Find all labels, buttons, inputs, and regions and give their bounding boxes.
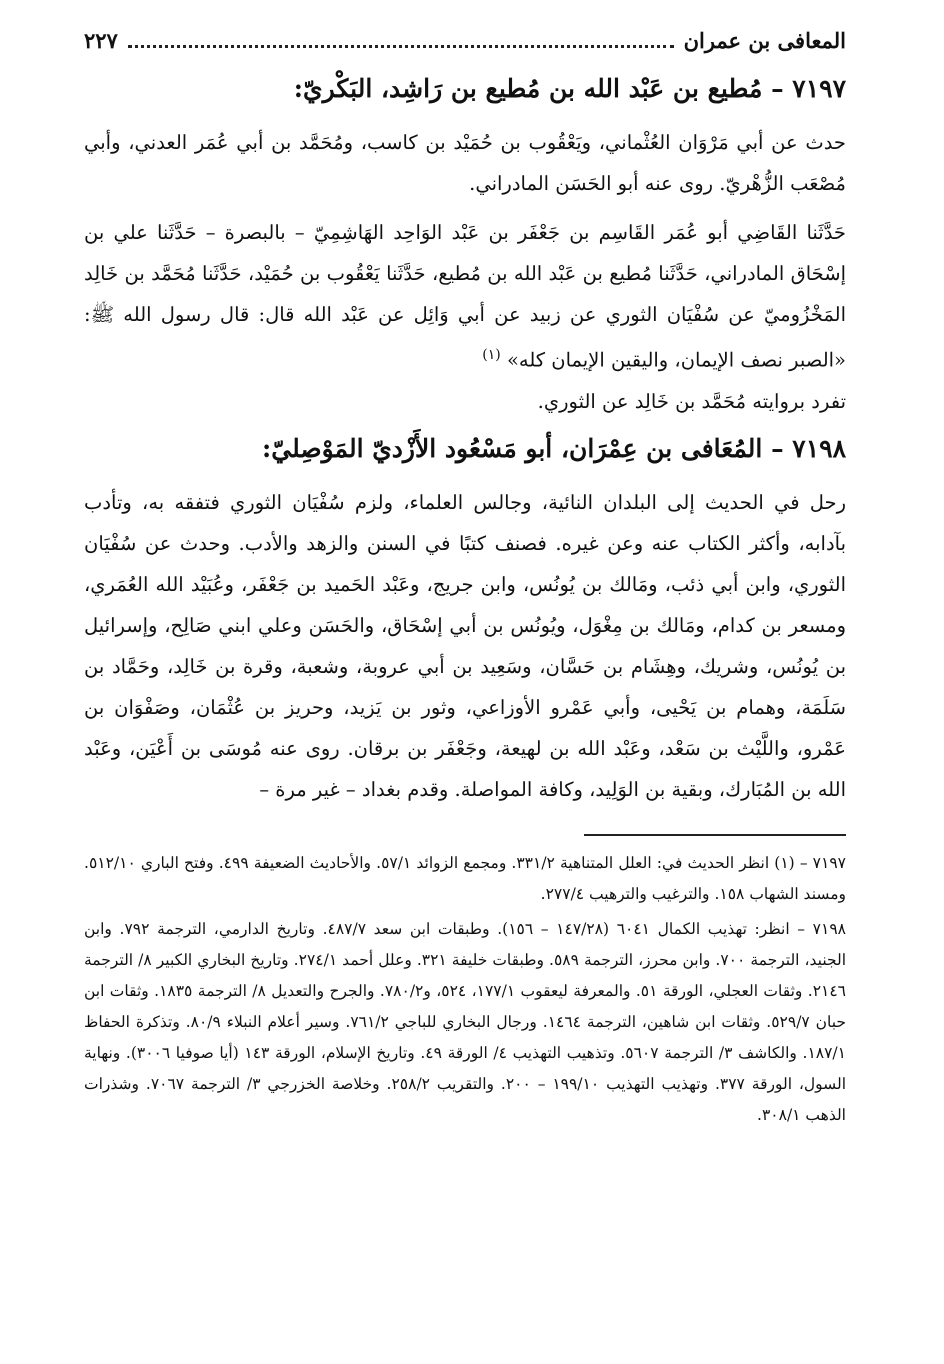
dotted-leader — [128, 45, 674, 48]
entry-7197-closing: تفرد بروايته مُحَمَّد بن خَالِد عن الثوري. — [537, 389, 846, 413]
entry-heading-7197: ٧١٩٧ – مُطيع بن عَبْد الله بن مُطيع بن رَاشِد، البَكْريّ: — [293, 74, 846, 103]
running-header — [84, 28, 846, 62]
footnote-label: ٧١٩٧ – — [799, 853, 846, 872]
entry-7198-paragraph-1: رحل في الحديث إلى البلدان النائية، وجالس العلماء، ولزم سُفْيَان الثوري فتفقه به، وتأدب بآدابه، وأكثر الكتاب عنه وعن غيره. فصنف كتبًا في السنن والزهد والأدب. وحدث عن سُفْيَان الثوري، وابن أبي ذئب، ومَالك بن يُونُس، وابن جريج، وعَبْد الحَميد بن جَعْفَر، وعُبَيْد الله العُمَري، ومسعر بن كدام، ومَالك بن مِغْوَل، ويُونُس بن أبي إسْحَاق، والحَسَن وعلي ابني صَالِح، وإسرائيل بن يُونُس، وشريك، وهِشَام بن حَسَّان، وسَعِيد بن أبي عروبة، وشعبة، وقرة بن خَالِد، وحَمَّاد بن سَلَمَة، وهمام بن يَحْيى، وأبي عَمْرو الأوزاعي، وثور بن يَزيد، وحريز بن عُثْمَان، وصَفْوَان بن عَمْرو، واللَّيْث بن سَعْد، وعَبْد الله بن لهيعة، وجَعْفَر بن برقان. روى عنه مُوسَى بن أَعْيَن، وعَبْد الله بن المُبَارك، وبقية بن الوَلِيد، وكافة المواصلة. وقدم بغداد – غير مرة – — [84, 490, 846, 801]
footnote-text: (١) انظر الحديث في: العلل المتناهية ٣٣١/٢. ومجمع الزوائد ٥٧/١. والأحاديث الضعيفة ٤٩٩. وفتح الباري ٥١٢/١٠. ومسند الشهاب ١٥٨. والترغيب والترهيب ٢٧٧/٤. — [84, 853, 846, 903]
entry-7197-paragraph-1: حدث عن أبي مَرْوَان العُثْماني، ويَعْقُوب بن حُمَيْد بن كاسب، ومُحَمَّد بن أبي عُمَر العدني، وأبي مُصْعَب الزُّهْريّ. روى عنه أبو الحَسَن المادراني. — [84, 131, 846, 195]
footnote-7197 — [84, 848, 846, 910]
entry-heading-7198: ٧١٩٨ – المُعَافى بن عِمْرَان، أبو مَسْعُود الأَزْديّ المَوْصِليّ: — [262, 433, 846, 463]
footnote-text: انظر: تهذيب الكمال ٦٠٤١ (١٤٧/٢٨ – ١٥٦). وطبقات ابن سعد ٤٨٧/٧. وتاريخ الدارمي، الترجمة ٧٩٢. وابن الجنيد، الترجمة ٧٠٠. وابن محرز، الترجمة ٥٨٩. وطبقات خليفة ٣٢١. وعلل أحمد ٢٧٤/١. وتاريخ البخاري الكبير ٨/ الترجمة ٢١٤٦. وثقات العجلي، الورقة ٥١. والمعرفة ليعقوب ١٧٧/١، ٥٢٤، و٧٨٠/٢. والجرح والتعديل ٨/ الترجمة ١٨٣٥. وثقات ابن حبان ٥٢٩/٧. وثقات ابن شاهين، الترجمة ١٤٦٤. ورجال البخاري للباجي ٧٦١/٢. وسير أعلام النبلاء ٨٠/٩. وتذكرة الحفاظ ١٨٧/١. والكاشف ٣/ الترجمة ٥٦٠٧. وتذهيب التهذيب ٤/ الورقة ٤٩. وتاريخ الإسلام، الورقة ١٤٣ (أيا صوفيا ٣٠٠٦). ونهاية السول، الورقة ٣٧٧. وتهذيب التهذيب ١٩٩/١٠ – ٢٠٠. والتقريب ٢٥٨/٢. وخلاصة الخزرجي ٣/ الترجمة ٧٠٦٧. وشذرات الذهب ٣٠٨/١. — [84, 919, 847, 1124]
hadith-text: حَدَّثَنا القَاضِي أبو عُمَر القَاسِم بن جَعْفَر بن عَبْد الوَاحِد الهَاشِمِيّ – بالبصرة – حَدَّثَنا علي بن إسْحَاق المادراني، حَدَّثَنا مُطيع بن عَبْد الله بن مُطيع، حَدَّثَنا يَعْقُوب بن حُمَيْد، حَدَّثَنا مُحَمَّد بن خَالِد المَخْزُوميّ عن سُفْيَان الثوري عن زبيد عن أبي وَائِل عن عَبْد الله قال: قال رسول الله ﷺ: «الصبر نصف الإيمان، واليقين الإيمان كله» — [84, 221, 846, 372]
footnote-divider — [584, 834, 846, 836]
footnote-7198 — [84, 914, 846, 1131]
document-page — [84, 28, 846, 1135]
page-number: ٢٢٧ — [84, 28, 118, 53]
entry-7197-paragraph-2 — [84, 212, 846, 381]
footnote-marker[interactable]: (١) — [482, 347, 501, 363]
footnote-label: ٧١٩٨ – — [797, 919, 846, 938]
running-title: المعافى بن عمران — [683, 28, 846, 53]
